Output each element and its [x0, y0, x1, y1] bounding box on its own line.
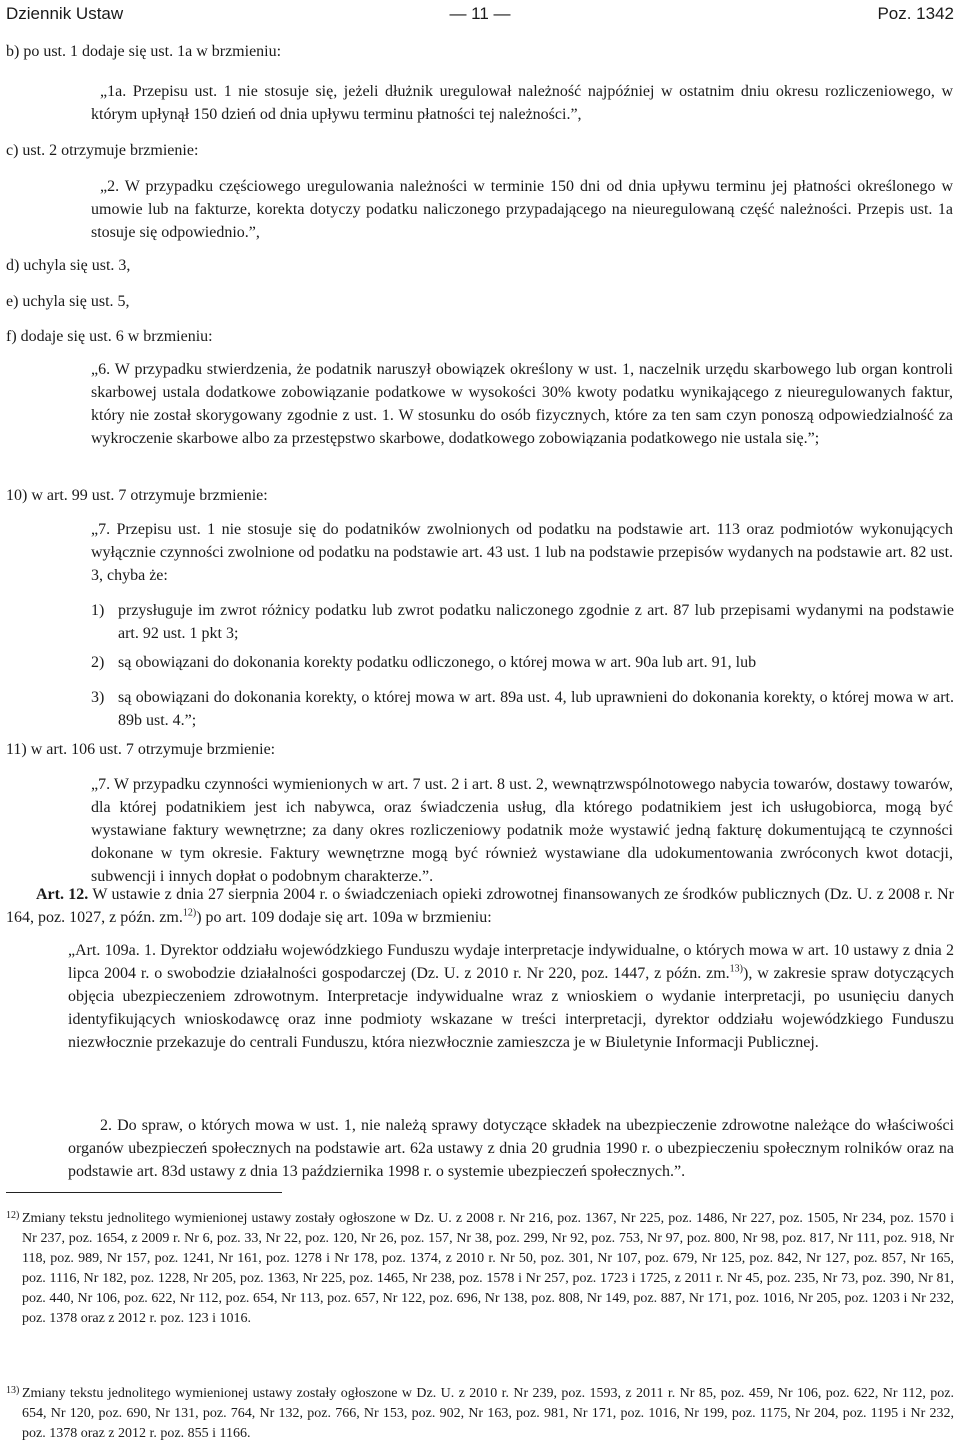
position-number: Poz. 1342	[877, 4, 954, 23]
quoted-paragraph-2: „2. W przypadku częściowego uregulowania należności w terminie 150 dni od dnia upływu terminu jej płatności określonego w umowie lub na fakturze, korekta dotyczy podatku naliczonego przypadającego na nieuregulowaną część należności. Przepis ust. 1a stosuje się odpowiednio.”,	[91, 178, 953, 241]
list-item-number: 3)	[91, 689, 105, 706]
amendment-c: c) ust. 2 otrzymuje brzmienie:	[6, 142, 199, 159]
footnote-marker: 13)	[6, 1385, 20, 1396]
list-item-text: przysługuje im zwrot różnicy podatku lub zwrot podatku naliczonego zgodnie z art. 87 lub przepisami wydanymi na podstawie art. 92 ust. 1 pkt 3;	[118, 602, 954, 642]
footnote-ref-13: 13)	[729, 963, 743, 975]
page-number: — 11 —	[449, 4, 511, 23]
quoted-paragraph-7-art106: „7. W przypadku czynności wymienionych w art. 7 ust. 2 i art. 8 ust. 2, wewnątrzwspólnotowego nabycia towarów, dostawy towarów, dla której podatnikiem jest ich nabywca, oraz świadczenia usług, dla którego podatnikiem jest ich usługobiorca, mogą być wystawiane faktury wewnętrzne; za dany okres rozliczeniowy podatnik może wystawić jedną fakturę dokumentującą te czynności dokonane w tym okresie. Faktury wewnętrzne mogą być również wystawiane dla udokumentowania zwróconych kwot dotacji, subwencji i innych dopłat o podobnym charakterze.”.	[91, 776, 953, 885]
footnote-12: Zmiany tekstu jednolitego wymienionej ustawy zostały ogłoszone w Dz. U. z 2008 r. Nr 216, poz. 1367, Nr 225, poz. 1486, Nr 227, poz. 1505, Nr 234, poz. 1570 i Nr 237, poz. 1654, z 2009 r. Nr 6, poz. 33, Nr 22, poz. 120, Nr 26, poz. 157, Nr 38, poz. 299, Nr 92, poz. 753, Nr 97, poz. 800, Nr 98, poz. 817, Nr 111, poz. 918, Nr 118, poz. 989, Nr 157, poz. 1241, Nr 161, poz. 1278 i Nr 178, poz. 1374, z 2010 r. Nr 50, poz. 301, Nr 107, poz. 679, Nr 125, poz. 842, Nr 127, poz. 857, Nr 165, poz. 1116, Nr 182, poz. 1228, Nr 205, poz. 1363, Nr 225, poz. 1465, Nr 238, poz. 1578 i Nr 257, poz. 1723 i 1725, z 2011 r. Nr 45, poz. 235, Nr 73, poz. 390, Nr 81, poz. 440, Nr 106, poz. 622, Nr 112, poz. 654, Nr 113, poz. 657, Nr 122, poz. 696, Nr 138, poz. 808, Nr 149, poz. 887, Nr 171, poz. 1016, Nr 205, poz. 1203 i Nr 232, poz. 1378 oraz z 2012 r. poz. 123 i 1016.	[22, 1211, 954, 1326]
amendment-b: b) po ust. 1 dodaje się ust. 1a w brzmieniu:	[6, 43, 282, 60]
quoted-paragraph-6: „6. W przypadku stwierdzenia, że podatnik naruszył obowiązek określony w ust. 1, naczelnik urzędu skarbowego lub organ kontroli skarbowej ustala dodatkowe zobowiązanie podatkowe w wysokości 30% kwoty podatku wynikającego z nieuregulowanych faktur, który nie został skorygowany zgodnie z ust. 1. W stosunku do osób fizycznych, które za ten sam czyn ponoszą odpowiedzialność za wykroczenie skarbowe albo za przestępstwo skarbowe, dodatkowego zobowiązania podatkowego nie ustala się.”;	[91, 361, 953, 447]
quoted-text-cont: ), w zakresie spraw dotyczących objęcia ubezpieczeniem zdrowotnym. Interpretacje indywidualne wraz z wnioskiem o wydanie interpretacji, po usunięciu danych identyfikujących wnioskodawcę oraz inne podmioty wskazane w treści interpretacji, dyrektor oddziału wojewódzkiego Funduszu niezwłocznie przekazuje do centrali Funduszu, która niezwłocznie zamieszcza je w Biuletynie Informacji Publicznej.	[68, 965, 954, 1051]
article-text: W ustawie z dnia 27 sierpnia 2004 r. o świadczeniach opieki zdrowotnej finansowanych ze środków publicznych (Dz. U. z 2008 r. Nr 164, poz. 1027, z późn. zm.	[6, 886, 955, 926]
list-item-number: 1)	[91, 602, 105, 619]
point-11: 11) w art. 106 ust. 7 otrzymuje brzmienie:	[6, 741, 276, 758]
point-10: 10) w art. 99 ust. 7 otrzymuje brzmienie:	[6, 487, 268, 504]
article-label: Art. 12.	[36, 886, 89, 903]
list-item-number: 2)	[91, 654, 105, 671]
article-12	[6, 883, 954, 929]
amendment-e: e) uchyla się ust. 5,	[6, 293, 130, 310]
page-header	[0, 4, 960, 30]
list-item-text: są obowiązani do dokonania korekty, o której mowa w art. 89a ust. 4, lub uprawnieni do dokonania korekty, o której mowa w art. 89b ust. 4.”;	[118, 689, 954, 729]
journal-title: Dziennik Ustaw	[6, 4, 124, 23]
footnote-marker: 12)	[6, 1210, 20, 1221]
quoted-article-109a	[68, 939, 954, 1054]
footnote-ref-12: 12)	[182, 907, 197, 919]
footnote-separator	[6, 1192, 282, 1193]
article-text-cont: ) po art. 109 dodaje się art. 109a w brzmieniu:	[196, 909, 492, 926]
amendment-d: d) uchyla się ust. 3,	[6, 257, 131, 274]
quoted-paragraph-7-art99: „7. Przepisu ust. 1 nie stosuje się do podatników zwolnionych od podatku na podstawie art. 113 oraz podmiotów wykonujących wyłącznie czynności zwolnione od podatku na podstawie art. 43 ust. 1 lub na podstawie przepisów wydanych na podstawie art. 82 ust. 3, chyba że:	[91, 521, 954, 584]
footnote-13: Zmiany tekstu jednolitego wymienionej ustawy zostały ogłoszone w Dz. U. z 2010 r. Nr 239, poz. 1593, z 2011 r. Nr 85, poz. 459, Nr 106, poz. 622, Nr 112, poz. 654, Nr 120, poz. 690, Nr 131, poz. 764, Nr 132, poz. 766, Nr 153, poz. 902, Nr 163, poz. 981, Nr 171, poz. 1016, Nr 199, poz. 1175, Nr 204, poz. 1195 i Nr 232, poz. 1378 oraz z 2012 r. poz. 855 i 1166.	[22, 1386, 954, 1441]
quoted-paragraph-1a: „1a. Przepisu ust. 1 nie stosuje się, jeżeli dłużnik uregulował należność najpóźniej w ostatnim dniu okresu rozliczeniowego, w którym upłynął 150 dzień od dnia upływu terminu płatności tej należności.”,	[91, 83, 953, 123]
quoted-text: „Art. 109a. 1. Dyrektor oddziału wojewódzkiego Funduszu wydaje interpretacje indywidualne, o których mowa w art. 10 ustawy z dnia 2 lipca 2004 r. o swobodzie działalności gospodarczej (Dz. U. z 2010 r. Nr 220, poz. 1447, z późn. zm.	[68, 942, 954, 982]
list-item-text: są obowiązani do dokonania korekty podatku odliczonego, o której mowa w art. 90a lub art. 91, lub	[118, 654, 757, 671]
quoted-paragraph-109a-2: 2. Do spraw, o których mowa w ust. 1, nie należą sprawy dotyczące składek na ubezpieczenie zdrowotne należące do właściwości organów ubezpieczeń społecznych na podstawie art. 62a ustawy z dnia 20 grudnia 1990 r. o ubezpieczeniu społecznym rolników oraz na podstawie art. 83d ustawy z dnia 13 października 1998 r. o systemie ubezpieczeń społecznych.”.	[68, 1117, 954, 1180]
amendment-f: f) dodaje się ust. 6 w brzmieniu:	[6, 328, 213, 345]
